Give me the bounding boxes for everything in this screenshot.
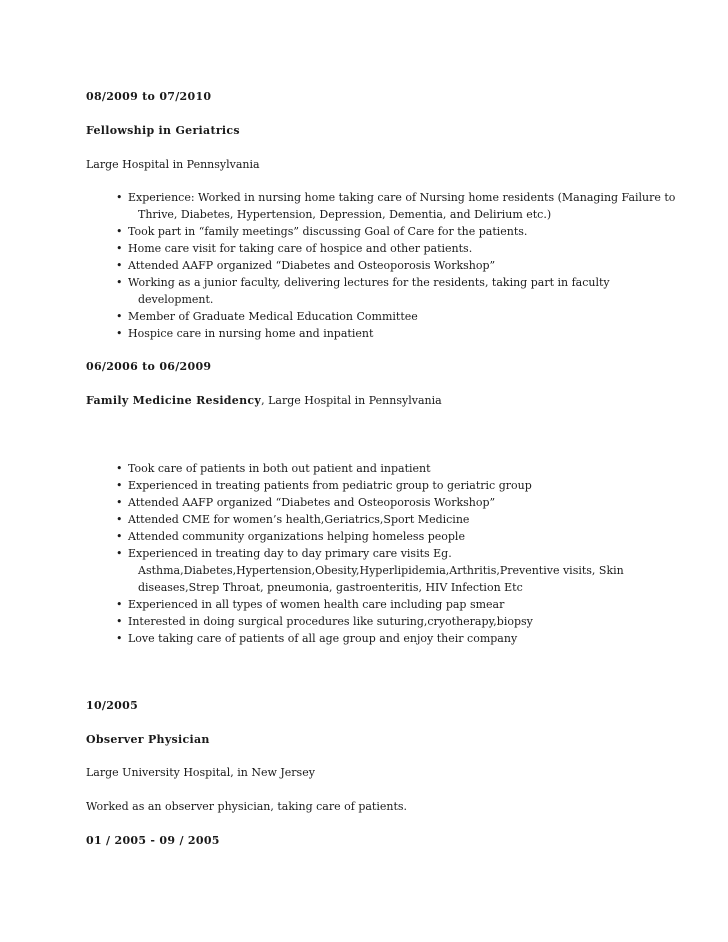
list-item [86, 528, 686, 545]
observer-description: Worked as an observer physician, taking care of patients. [86, 800, 408, 813]
list-item-text: Attended AAFP organized “Diabetes and Osteoporosis Workshop” [128, 259, 496, 272]
list-item [86, 494, 686, 511]
residency-institution: , Large Hospital in Pennsylvania [261, 394, 442, 407]
bullet-icon: • [116, 259, 123, 272]
list-item [86, 596, 686, 613]
residency-heading [86, 392, 442, 409]
list-item-text: Took part in “family meetings” discussing Goal of Care for the patients. [128, 225, 528, 238]
observer-title: Observer Physician [86, 733, 210, 746]
bullet-icon: • [116, 632, 123, 645]
observer-dates: 10/2005 [86, 699, 139, 712]
bullet-icon: • [116, 462, 123, 475]
list-item-text: Love taking care of patients of all age group and enjoy their company [128, 632, 518, 645]
bullet-icon: • [116, 479, 123, 492]
fellowship-title: Fellowship in Geriatrics [86, 124, 240, 137]
list-item-text: Working as a junior faculty, delivering lectures for the residents, taking part in faculty [128, 276, 610, 289]
next-entry-dates: 01 / 2005 - 09 / 2005 [86, 834, 220, 847]
bullet-icon: • [116, 191, 123, 204]
list-item-text: Experienced in all types of women health care including pap smear [128, 598, 505, 611]
bullet-icon: • [116, 615, 123, 628]
bullet-icon: • [116, 276, 123, 289]
list-item-text-continued: Asthma,Diabetes,Hypertension,Obesity,Hyperlipidemia,Arthritis,Preventive visits, Skin [138, 564, 624, 577]
bullet-icon: • [116, 547, 123, 560]
residency-bullet-list [86, 460, 686, 647]
list-item-text: Attended AAFP organized “Diabetes and Osteoporosis Workshop” [128, 496, 496, 509]
list-item-text: Experienced in treating patients from pediatric group to geriatric group [128, 479, 532, 492]
list-item [86, 477, 686, 494]
bullet-icon: • [116, 225, 123, 238]
list-item-text-continued: Thrive, Diabetes, Hypertension, Depression, Dementia, and Delirium etc.) [138, 208, 552, 221]
bullet-icon: • [116, 513, 123, 526]
list-item-text: Home care visit for taking care of hospice and other patients. [128, 242, 473, 255]
list-item [86, 189, 686, 223]
residency-dates: 06/2006 to 06/2009 [86, 360, 212, 373]
list-item-text: Attended community organizations helping homeless people [128, 530, 465, 543]
list-item-text: Interested in doing surgical procedures like suturing,cryotherapy,biopsy [128, 615, 533, 628]
bullet-icon: • [116, 327, 123, 340]
list-item-text: Experience: Worked in nursing home taking care of Nursing home residents (Managing Failure to [128, 191, 676, 204]
list-item [86, 630, 686, 647]
list-item-text: Experienced in treating day to day primary care visits Eg. [128, 547, 452, 560]
list-item-text: Took care of patients in both out patient and inpatient [128, 462, 431, 475]
fellowship-dates: 08/2009 to 07/2010 [86, 90, 212, 103]
list-item-text: Hospice care in nursing home and inpatient [128, 327, 374, 340]
list-item [86, 511, 686, 528]
list-item-text: Attended CME for women’s health,Geriatrics,Sport Medicine [128, 513, 470, 526]
list-item [86, 240, 686, 257]
observer-institution: Large University Hospital, in New Jersey [86, 766, 315, 779]
list-item-text: Member of Graduate Medical Education Committee [128, 310, 418, 323]
fellowship-institution: Large Hospital in Pennsylvania [86, 158, 260, 171]
list-item-text-continued: diseases,Strep Throat, pneumonia, gastroenteritis, HIV Infection Etc [138, 581, 523, 594]
list-item [86, 613, 686, 630]
list-item [86, 274, 686, 308]
bullet-icon: • [116, 530, 123, 543]
list-item [86, 460, 686, 477]
list-item [86, 545, 686, 596]
residency-title: Family Medicine Residency [86, 394, 262, 407]
list-item [86, 257, 686, 274]
bullet-icon: • [116, 598, 123, 611]
bullet-icon: • [116, 310, 123, 323]
list-item [86, 325, 686, 342]
list-item [86, 223, 686, 240]
fellowship-bullet-list [86, 189, 686, 342]
list-item [86, 308, 686, 325]
bullet-icon: • [116, 496, 123, 509]
bullet-icon: • [116, 242, 123, 255]
list-item-text-continued: development. [138, 293, 214, 306]
